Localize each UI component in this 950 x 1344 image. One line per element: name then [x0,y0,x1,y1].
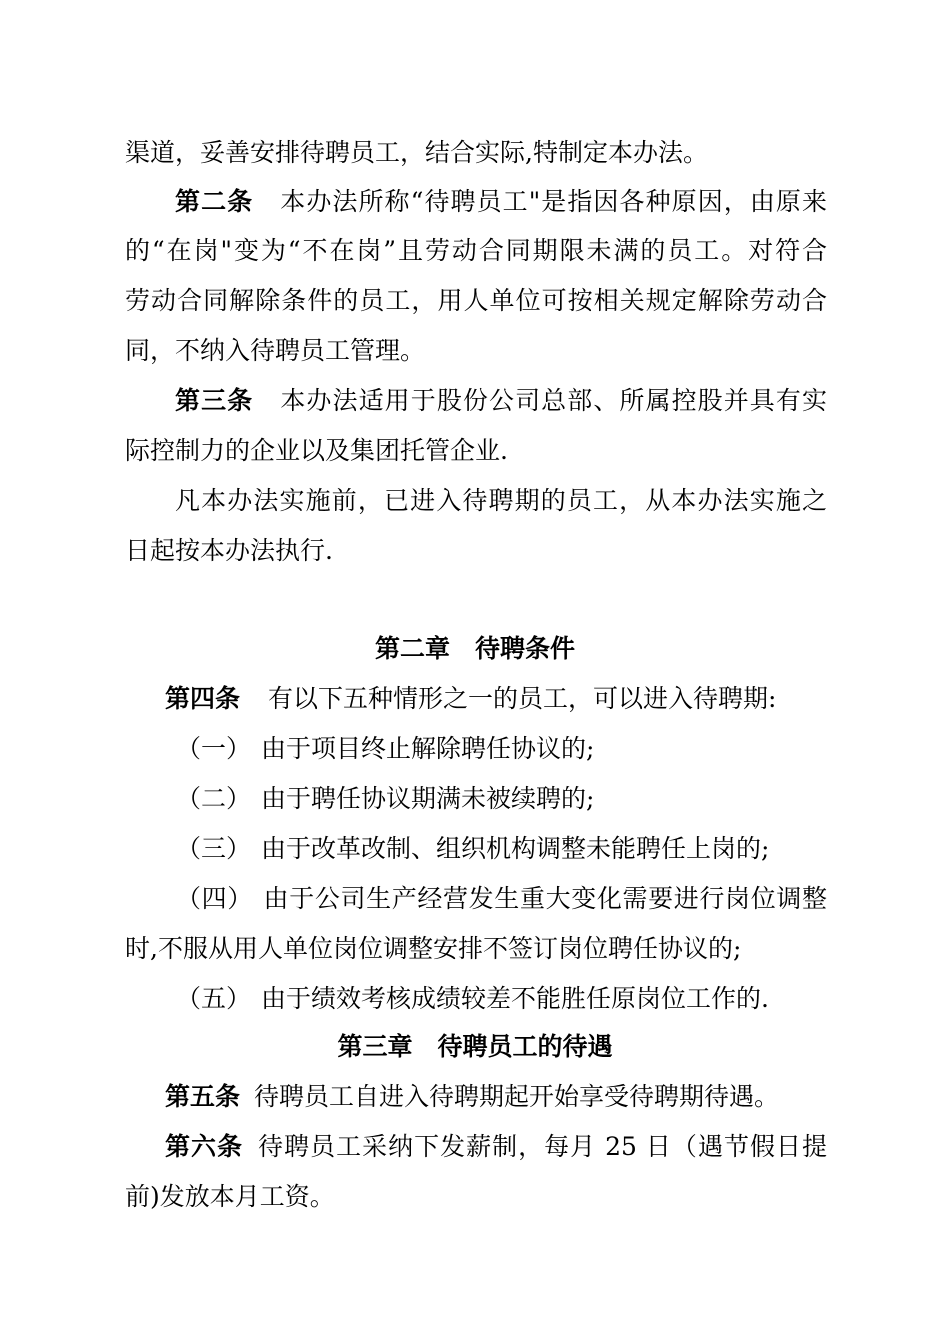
paragraph-text: 日起按本办法执行. [125,536,333,565]
article-label: 第二条 [175,187,254,216]
article-text: 前)发放本月工资。 [125,1182,335,1211]
article-6-line [165,1130,827,1164]
article-label: 第五条 [165,1082,241,1111]
list-item-number: （二） [176,784,252,813]
article-text: 有以下五种情形之一的员工，可以进入待聘期: [268,684,777,713]
paragraph-line [125,534,827,568]
list-item-text: 时,不服从用人单位岗位调整安排不签订岗位聘任协议的; [125,934,742,963]
list-item [176,732,827,766]
article-label: 第四条 [165,684,241,713]
list-item-text: 由于公司生产经营发生重大变化需要进行岗位调整 [262,884,827,913]
article-2-line [125,234,827,268]
paragraph-line [175,484,827,518]
article-text: 待聘员工采纳下发薪制，每月 25 日（遇节假日提 [257,1132,827,1161]
paragraph-line [125,136,827,170]
article-3-line [125,434,827,468]
article-text: 劳动合同解除条件的员工，用人单位可按相关规定解除劳动合 [125,286,827,315]
article-text: 本办法所称“待聘员工"是指因各种原因，由原来 [279,187,827,216]
list-item [176,882,827,916]
paragraph-text: 凡本办法实施前，已进入待聘期的员工，从本办法实施之 [175,486,827,515]
article-6-line [125,1180,827,1214]
article-2-line [125,284,827,318]
article-text: 的“在岗"变为“不在岗”且劳动合同期限未满的员工。对符合 [125,236,827,265]
list-item-number: （四） [176,884,253,913]
paragraph-text: 渠道，妥善安排待聘员工，结合实际,特制定本办法。 [125,138,708,167]
article-text: 本办法适用于股份公司总部、所属控股并具有实 [279,386,827,415]
list-item-text: 由于绩效考核成绩较差不能胜任原岗位工作的. [261,984,769,1013]
article-text: 同，不纳入待聘员工管理。 [125,336,426,365]
article-2-line [125,334,827,368]
list-item-number: （一） [176,734,252,763]
article-text: 际控制力的企业以及集团托管企业. [125,436,508,465]
article-2-line [175,185,827,219]
article-text: 待聘员工自进入待聘期起开始享受待聘期待遇。 [254,1082,780,1111]
list-item-number: （五） [176,984,252,1013]
chapter-heading: 第三章 待聘员工的待遇 [337,1032,613,1061]
list-item [176,832,827,866]
article-4-line [165,682,827,716]
list-item-text: 由于项目终止解除聘任协议的; [261,734,595,763]
article-label: 第三条 [175,386,254,415]
article-5-line [165,1080,827,1114]
list-item-text: 由于改革改制、组织机构调整未能聘任上岗的; [261,834,770,863]
list-item-continuation [125,932,827,966]
chapter-heading: 第二章 待聘条件 [374,634,575,663]
list-item-text: 由于聘任协议期满未被续聘的; [261,784,595,813]
list-item [176,782,827,816]
list-item-number: （三） [176,834,252,863]
article-3-line [175,384,827,418]
article-label: 第六条 [165,1132,244,1161]
list-item [176,982,827,1016]
